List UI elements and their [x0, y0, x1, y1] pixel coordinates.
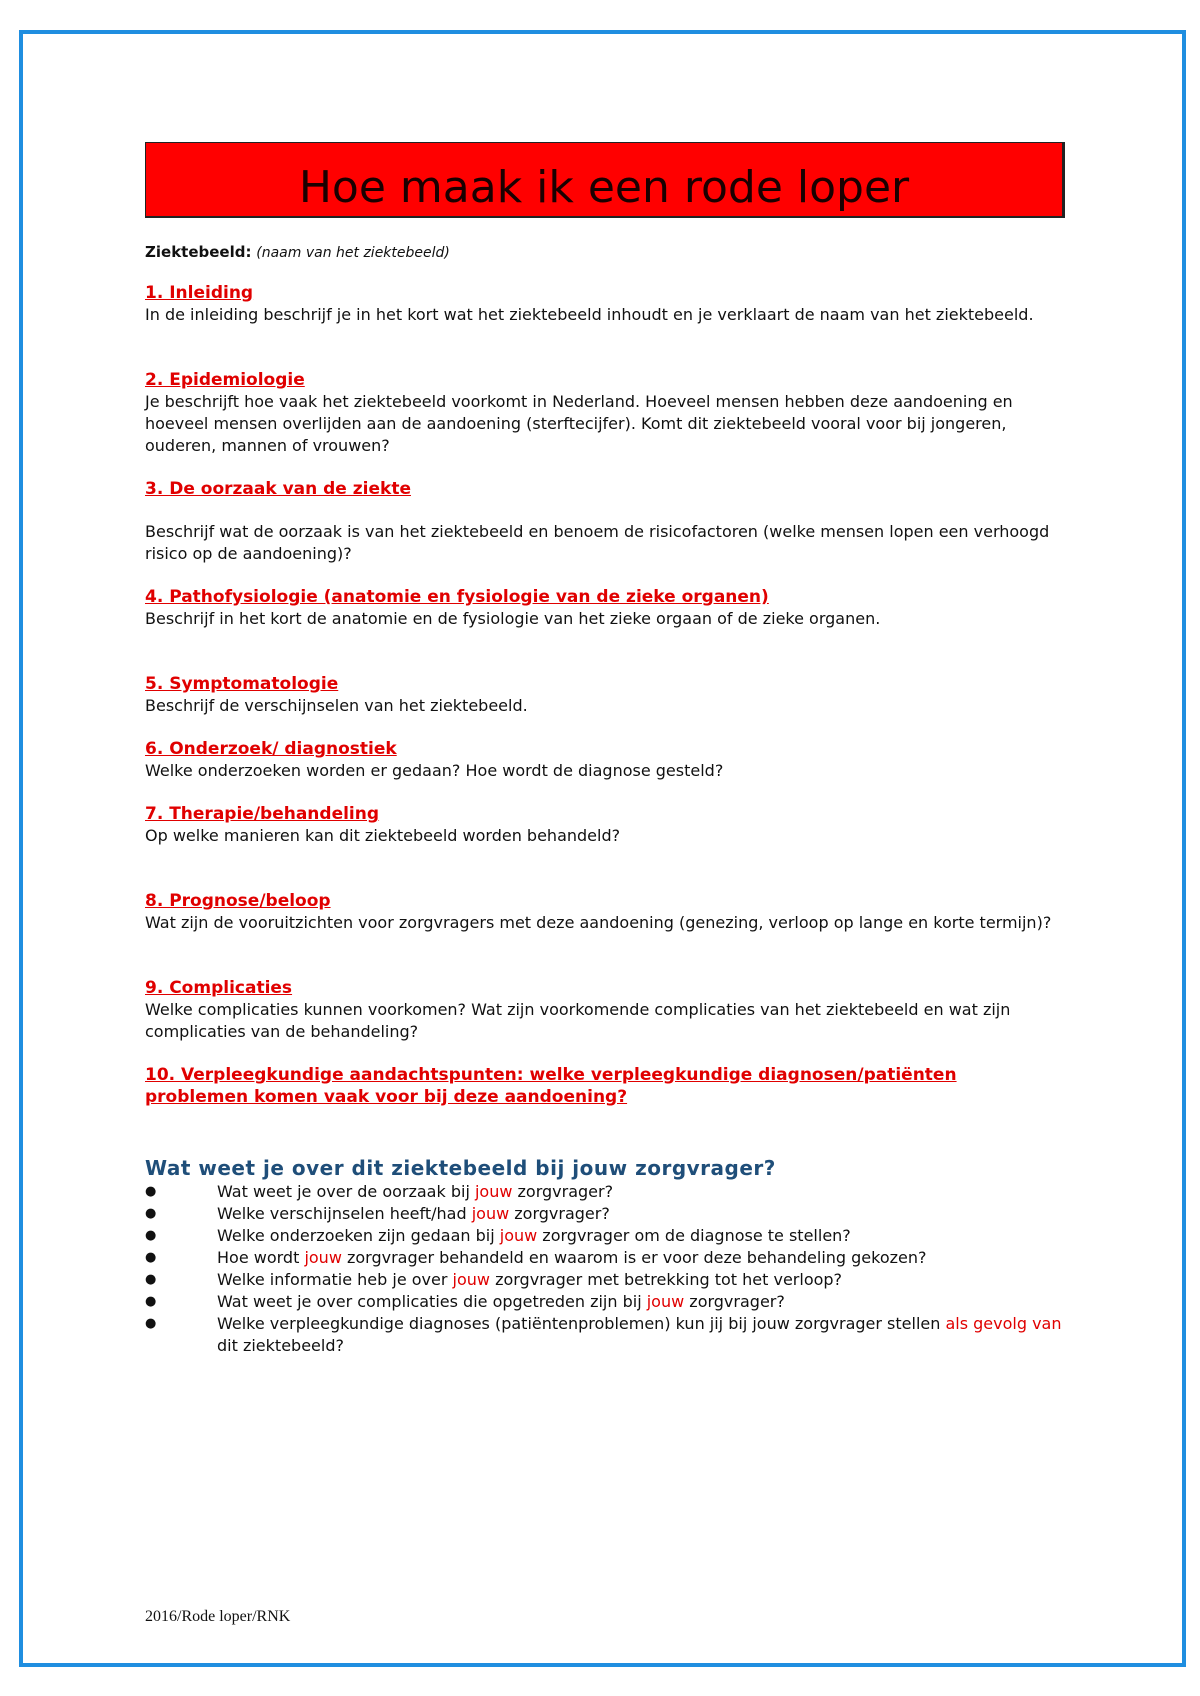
bullet-icon: ● — [145, 1294, 157, 1309]
highlight: jouw — [452, 1270, 490, 1289]
highlight: jouw — [474, 1182, 513, 1201]
section-heading: 5. Symptomatologie — [145, 674, 339, 694]
section-prognose — [145, 890, 1065, 934]
section-text: Beschrijf de verschijnselen van het ziektebeeld. — [145, 696, 528, 715]
list-item: ● Welke onderzoeken zijn gedaan bij jouw zorgvrager om de diagnose te stellen? — [145, 1226, 851, 1245]
page-title: Hoe maak ik een rode loper — [298, 162, 910, 213]
section-heading: 4. Pathofysiologie (anatomie en fysiologie van de zieke organen) — [145, 587, 769, 607]
section-heading: 7. Therapie/behandeling — [145, 804, 380, 824]
list-item: ● Hoe wordt jouw zorgvrager behandeld en waarom is er voor deze behandeling gekozen? — [145, 1248, 927, 1267]
section-text: In de inleiding beschrijf je in het kort wat het ziektebeeld inhoudt en je verklaart de naam van het ziektebeeld. — [145, 305, 1034, 324]
ziektebeeld-hint: (naam van het ziektebeeld) — [256, 245, 450, 261]
list-item: ● Welke verschijnselen heeft/had jouw zorgvrager? — [145, 1204, 610, 1223]
section-oorzaak — [145, 478, 1065, 565]
bullet-icon: ● — [145, 1184, 157, 1199]
section-heading: 3. De oorzaak van de ziekte — [145, 479, 411, 499]
section-heading: 9. Complicaties — [145, 978, 293, 998]
section-inleiding — [145, 282, 1065, 326]
section-heading: 10. Verpleegkundige aandachtspunten: welke verpleegkundige diagnosen/patiënten problemen komen vaak voor bij deze aandoening? — [145, 1065, 957, 1107]
section-symptomatologie — [145, 673, 1065, 717]
document-body — [145, 142, 1065, 1357]
section-heading: 1. Inleiding — [145, 283, 254, 303]
list-item: ● Wat weet je over de oorzaak bij jouw zorgvrager? — [145, 1182, 614, 1201]
bullet-icon: ● — [145, 1272, 157, 1287]
section-text: Welke complicaties kunnen voorkomen? Wat zijn voorkomende complicaties van het ziektebeeld en wat zijn complicaties van de behandeling? — [145, 1000, 1011, 1041]
ziektebeeld-line — [145, 242, 1065, 263]
section-epidemiologie — [145, 369, 1065, 457]
zorgvrager-list — [145, 1181, 1065, 1357]
title-banner — [145, 142, 1065, 218]
bullet-icon: ● — [145, 1228, 157, 1243]
section-heading: 2. Epidemiologie — [145, 370, 305, 390]
section-verpleegkundig — [145, 1064, 1065, 1108]
list-item: ● Wat weet je over complicaties die opgetreden zijn bij jouw zorgvrager? — [145, 1292, 785, 1311]
section-text: Welke onderzoeken worden er gedaan? Hoe wordt de diagnose gesteld? — [145, 761, 724, 780]
section-heading: 8. Prognose/beloop — [145, 891, 331, 911]
list-item: ● Welke verpleegkundige diagnoses (patiëntenproblemen) kun jij bij jouw zorgvrager stellen als gevolg van dit ziektebeeld? — [145, 1314, 1062, 1355]
ziektebeeld-label: Ziektebeeld: — [145, 243, 252, 261]
section-pathofysiologie — [145, 586, 1065, 630]
highlight: jouw — [471, 1204, 510, 1223]
footer-text: 2016/Rode loper/RNK — [145, 1608, 291, 1625]
zorgvrager-heading: Wat weet je over dit ziektebeeld bij jouw zorgvrager? — [145, 1156, 776, 1180]
section-text: Beschrijf in het kort de anatomie en de fysiologie van het zieke orgaan of de zieke organen. — [145, 609, 881, 628]
section-onderzoek — [145, 738, 1065, 782]
section-text: Op welke manieren kan dit ziektebeeld worden behandeld? — [145, 826, 621, 845]
list-item: ● Welke informatie heb je over jouw zorgvrager met betrekking tot het verloop? — [145, 1270, 843, 1289]
zorgvrager-section — [145, 1155, 1065, 1357]
section-text: Je beschrijft hoe vaak het ziektebeeld voorkomt in Nederland. Hoeveel mensen hebben deze aandoening en hoeveel mensen overlijden aan de aandoening (sterftecijfer). Komt dit ziektebeeld vooral voor bij jongeren, ouderen, mannen of vrouwen? — [145, 392, 1013, 455]
highlight: jouw — [499, 1226, 538, 1245]
highlight: jouw — [646, 1292, 685, 1311]
bullet-icon: ● — [145, 1316, 157, 1331]
section-text: Wat zijn de vooruitzichten voor zorgvragers met deze aandoening (genezing, verloop op lange en korte termijn)? — [145, 913, 1052, 932]
section-complicaties — [145, 977, 1065, 1043]
section-text: Beschrijf wat de oorzaak is van het ziektebeeld en benoem de risicofactoren (welke mensen lopen een verhoogd risico op de aandoening)? — [145, 522, 1050, 563]
section-heading: 6. Onderzoek/ diagnostiek — [145, 739, 397, 759]
bullet-icon: ● — [145, 1206, 157, 1221]
highlight: als gevolg van — [945, 1314, 1062, 1333]
highlight: jouw — [304, 1248, 342, 1267]
section-therapie — [145, 803, 1065, 847]
bullet-icon: ● — [145, 1250, 157, 1265]
